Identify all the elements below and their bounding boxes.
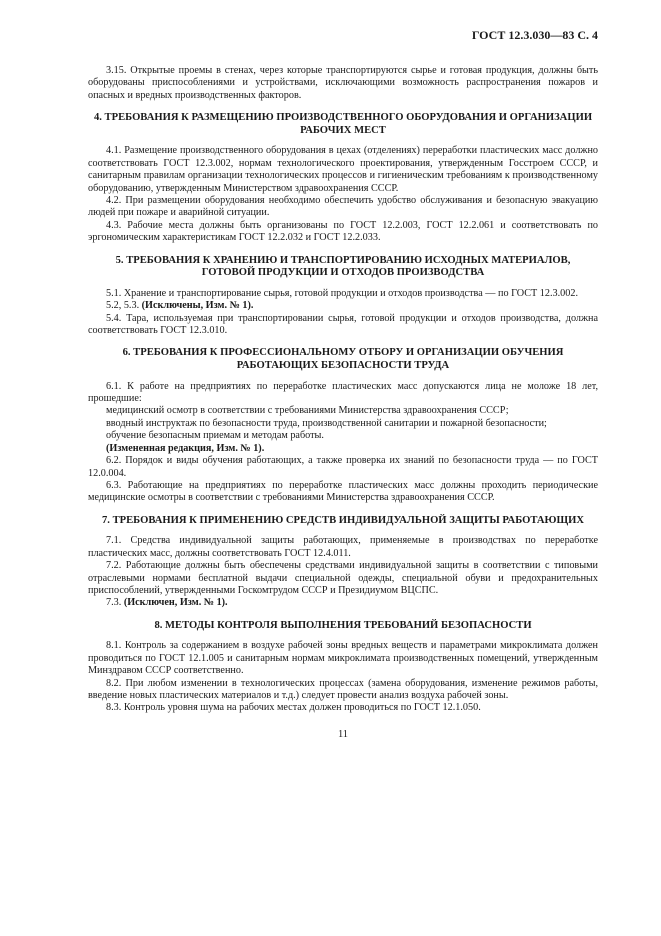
paragraph-6-1: 6.1. К работе на предприятиях по переработке пластических масс допускаются лица не моложе 18 лет, прошедшие: bbox=[88, 380, 598, 405]
list-item: вводный инструктаж по безопасности труда, производственной санитарии и пожарной безопасности; bbox=[106, 417, 547, 429]
list-item: обучение безопасным приемам и методам работы. bbox=[106, 430, 324, 442]
paragraph-6-2: 6.2. Порядок и виды обучения работающих, а также проверка их знаний по безопасности труда — по ГОСТ 12.0.004. bbox=[88, 455, 598, 479]
paragraph-3-15: 3.15. Открытые проемы в стенах, через которые транспортируются сырье и готовая продукция, должны быть оборудованы приспособлениями и устройствами, исключающими возможность распространения пожаров и опасных и вредных производственных факторов. bbox=[88, 65, 598, 101]
paragraph-number: 7.3. bbox=[106, 597, 122, 609]
list-item: медицинский осмотр в соответствии с требованиями Министерства здравоохранения СССР; bbox=[106, 405, 509, 417]
document-page bbox=[88, 28, 598, 740]
paragraph-5-2-5-3 bbox=[88, 300, 598, 312]
paragraph-7-2: 7.2. Работающие должны быть обеспечены средствами индивидуальной защиты в соответствии с типовыми отраслевыми нормами бесплатной выдачи специальной одежды, специальной обуви и предохранительных приспособлений, утвержденными Госкомтрудом СССР и Президиумом ВЦСПС. bbox=[88, 560, 598, 596]
paragraph-4-1: 4.1. Размещение производственного оборудования в цехах (отделениях) переработки пластических масс должно соответствовать ГОСТ 12.3.002, нормам технологического проектирования, утвержденным Госстроем СССР, и санитарным правилам организации технологических процессов и гигиеническим требованиям к производственному оборудованию, утвержденным Министерством здравоохранения СССР. bbox=[88, 145, 598, 194]
page-header: ГОСТ 12.3.030—83 С. 4 bbox=[471, 28, 598, 42]
paragraph-4-3: 4.3. Рабочие места должны быть организованы по ГОСТ 12.2.003, ГОСТ 12.2.061 и соответствовать по эргономическим характеристикам ГОСТ 12.2.032 и ГОСТ 12.2.033. bbox=[88, 219, 598, 244]
paragraph-6-3: 6.3. Работающие на предприятиях по переработке пластических масс должны проходить периодические медицинские осмотры в соответствии с требованиями Министерства здравоохранения СССР. bbox=[88, 479, 598, 504]
section-7-title: 7. ТРЕБОВАНИЯ К ПРИМЕНЕНИЮ СРЕДСТВ ИНДИВИДУАЛЬНОЙ ЗАЩИТЫ РАБОТАЮЩИХ bbox=[101, 514, 585, 526]
section-8-title: 8. МЕТОДЫ КОНТРОЛЯ ВЫПОЛНЕНИЯ ТРЕБОВАНИЙ БЕЗОПАСНОСТИ bbox=[154, 619, 532, 631]
paragraph-8-3: 8.3. Контроль уровня шума на рабочих местах должен проводиться по ГОСТ 12.1.050. bbox=[106, 702, 481, 714]
paragraph-5-1: 5.1. Хранение и транспортирование сырья, готовой продукции и отходов производства — по ГОСТ 12.3.002. bbox=[106, 287, 578, 299]
amendment-note: (Измененная редакция, Изм. № 1). bbox=[106, 442, 265, 454]
page-number: 11 bbox=[337, 728, 349, 740]
paragraph-8-2: 8.2. При любом изменении в технологических процессах (замена оборудования, изменение режимов работы, введение новых пластических материалов и т.д.) следует провести анализ воздуха рабочей зоны. bbox=[88, 677, 598, 701]
section-5-title: 5. ТРЕБОВАНИЯ К ХРАНЕНИЮ И ТРАНСПОРТИРОВАНИЮ ИСХОДНЫХ МАТЕРИАЛОВ, ГОТОВОЙ ПРОДУКЦИИ И ОТХОДОВ ПРОИЗВОДСТВА bbox=[115, 254, 571, 279]
paragraph-7-3 bbox=[88, 597, 598, 609]
paragraph-number: 5.2, 5.3. bbox=[106, 300, 140, 312]
paragraph-8-1: 8.1. Контроль за содержанием в воздухе рабочей зоны вредных веществ и параметрами микроклимата должен проводиться по ГОСТ 12.1.005 и санитарным нормам микроклимата производственных помещений, утвержденным Минздравом СССР соответственно. bbox=[88, 640, 598, 677]
paragraph-5-4: 5.4. Тара, используемая при транспортировании сырья, готовой продукции и отходов производства, должна соответствовать ГОСТ 12.3.010. bbox=[88, 312, 598, 337]
amendment-note: (Исключен, Изм. № 1). bbox=[123, 597, 228, 609]
paragraph-4-2: 4.2. При размещении оборудования необходимо обеспечить удобство обслуживания и безопасную эвакуацию людей при пожаре и аварийной ситуации. bbox=[88, 195, 598, 219]
amendment-note: (Исключены, Изм. № 1). bbox=[141, 300, 254, 312]
requirements-list bbox=[88, 405, 598, 455]
section-4-title: 4. ТРЕБОВАНИЯ К РАЗМЕЩЕНИЮ ПРОИЗВОДСТВЕННОГО ОБОРУДОВАНИЯ И ОРГАНИЗАЦИИ РАБОЧИХ МЕСТ bbox=[93, 112, 593, 136]
paragraph-7-1: 7.1. Средства индивидуальной защиты работающих, применяемые в производствах по переработке пластических масс, должны соответствовать ГОСТ 12.4.011. bbox=[88, 535, 598, 559]
section-6-title: 6. ТРЕБОВАНИЯ К ПРОФЕССИОНАЛЬНОМУ ОТБОРУ И ОРГАНИЗАЦИИ ОБУЧЕНИЯ РАБОТАЮЩИХ БЕЗОПАСНОСТИ ТРУДА bbox=[122, 347, 564, 372]
